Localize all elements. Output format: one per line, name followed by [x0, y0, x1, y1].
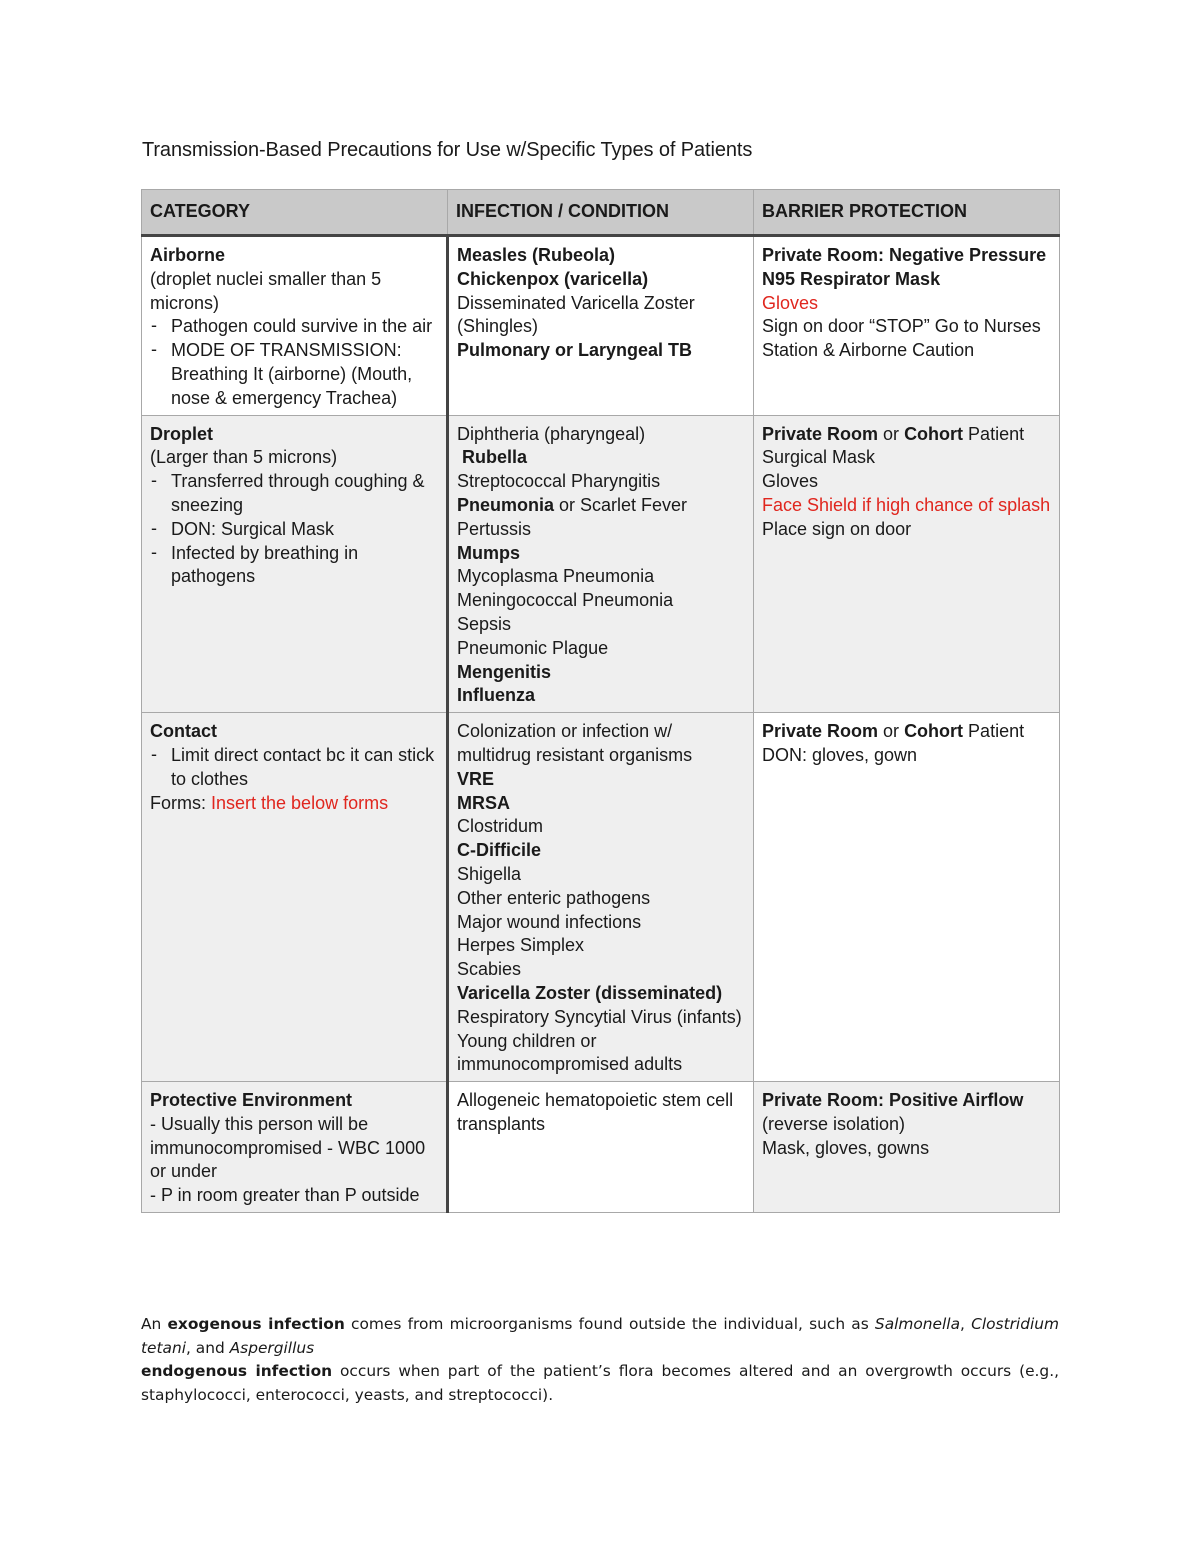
- organism-aspergillus: Aspergillus: [229, 1339, 315, 1357]
- barrier-reverse-isolation: (reverse isolation): [762, 1113, 906, 1134]
- infection-item: Influenza: [457, 685, 536, 706]
- header-barrier: BARRIER PROTECTION: [754, 190, 1060, 236]
- barrier-face-shield: Face Shield if high chance of splash: [762, 494, 1051, 515]
- airborne-infection-cell: [448, 236, 754, 416]
- contact-infection-cell: [448, 713, 754, 1082]
- infection-scarlet-fever: or Scarlet Fever: [554, 494, 688, 515]
- infection-item: Allogeneic hematopoietic stem cell transplants: [457, 1090, 734, 1134]
- airborne-category-cell: [142, 236, 448, 416]
- infection-item: Scabies: [457, 959, 522, 980]
- table-header-row: [142, 190, 1060, 236]
- infection-item: [457, 494, 745, 518]
- forms-value: Insert the below forms: [211, 792, 389, 813]
- infection-item: Meningococcal Pneumonia: [457, 590, 674, 611]
- bullet-item: - Transferred through coughing & sneezing: [150, 470, 438, 518]
- droplet-barrier-cell: [754, 415, 1060, 713]
- infection-item: Varicella Zoster (disseminated): [457, 982, 723, 1003]
- category-description: (Larger than 5 microns): [150, 447, 338, 468]
- barrier-private-room: Private Room: [762, 721, 879, 742]
- infection-item: Measles (Rubeola): [457, 245, 616, 265]
- bullet-item: - MODE OF TRANSMISSION: Breathing It (airborne) (Mouth, nose & emergency Trachea): [150, 339, 438, 410]
- barrier-room: [762, 720, 1051, 744]
- barrier-mask: N95 Respirator Mask: [762, 268, 941, 289]
- infection-item: Respiratory Syncytial Virus (infants): [457, 1006, 742, 1027]
- category-name: Protective Environment: [150, 1090, 353, 1111]
- protective-barrier-cell: [754, 1082, 1060, 1213]
- barrier-room: Private Room: Negative Pressure: [762, 245, 1047, 265]
- barrier-room: Private Room: Positive Airflow: [762, 1090, 1024, 1111]
- header-infection: INFECTION / CONDITION: [448, 190, 754, 236]
- infection-item: Clostridum: [457, 816, 544, 837]
- infection-item: Streptococcal Pharyngitis: [457, 471, 661, 492]
- barrier-sign: Place sign on door: [762, 518, 912, 539]
- exogenous-note: [141, 1312, 1059, 1360]
- infection-item: Sepsis: [457, 613, 512, 634]
- infection-item: Colonization or infection w/ multidrug resistant organisms: [457, 721, 693, 765]
- protective-infection-cell: [448, 1082, 754, 1213]
- barrier-cohort: Cohort: [904, 423, 964, 444]
- contact-forms: [150, 792, 438, 816]
- category-name: Droplet: [150, 423, 213, 444]
- protective-category-cell: [142, 1082, 448, 1213]
- barrier-sign: Sign on door “STOP” Go to Nurses Station & Airborne Caution: [762, 316, 1041, 361]
- barrier-mask: Surgical Mask: [762, 447, 876, 468]
- infection-item: C-Difficile: [457, 840, 542, 861]
- barrier-ppe: Mask, gloves, gowns: [762, 1137, 930, 1158]
- barrier-patient: Patient: [963, 423, 1025, 444]
- precautions-table: [141, 189, 1060, 1213]
- infection-item: Mycoplasma Pneumonia: [457, 566, 655, 587]
- bullet-item: - DON: Surgical Mask: [150, 518, 438, 542]
- infection-item: MRSA: [457, 792, 510, 813]
- contact-barrier-cell: [754, 713, 1060, 1082]
- infection-item: Shigella: [457, 863, 522, 884]
- barrier-or: or: [878, 721, 905, 742]
- row-protective-environment: [142, 1082, 1060, 1213]
- header-category: CATEGORY: [142, 190, 448, 236]
- barrier-don: DON: gloves, gown: [762, 744, 918, 765]
- category-bullets: [150, 470, 438, 589]
- category-bullets: [150, 744, 438, 792]
- forms-label: Forms:: [150, 792, 211, 813]
- droplet-infection-cell: [448, 415, 754, 713]
- organism-salmonella: Salmonella: [874, 1315, 961, 1333]
- bullet-item: - Pathogen could survive in the air: [150, 315, 438, 339]
- contact-category-cell: [142, 713, 448, 1082]
- infection-item: Chickenpox (varicella): [457, 268, 649, 289]
- category-note: - Usually this person will be immunocompromised - WBC 1000 or under: [150, 1113, 426, 1182]
- barrier-or: or: [878, 423, 905, 444]
- infection-item: Herpes Simplex: [457, 935, 585, 956]
- row-contact: [142, 713, 1060, 1082]
- infection-item: Major wound infections: [457, 911, 642, 932]
- infection-item: Diphtheria (pharyngeal): [457, 423, 646, 444]
- note-text: comes from microorganisms found outside the individual, such as: [344, 1315, 875, 1333]
- barrier-patient: Patient: [963, 721, 1025, 742]
- term-endogenous: endogenous infection: [141, 1362, 333, 1380]
- category-note: - P in room greater than P outside: [150, 1185, 420, 1206]
- bullet-item: - Infected by breathing in pathogens: [150, 542, 438, 590]
- infection-item: VRE: [457, 768, 495, 789]
- bullet-item: - Limit direct contact bc it can stick to clothes: [150, 744, 438, 792]
- note-text: ,: [960, 1315, 972, 1333]
- page-title: Transmission-Based Precautions for Use w/Specific Types of Patients: [142, 139, 753, 161]
- note-text: occurs when part of the patient’s flora becomes altered and an overgrowth occurs (e.g., staphylococci, enterococci, yeasts, and streptococci).: [141, 1362, 1059, 1404]
- infection-item: Pneumonic Plague: [457, 637, 609, 658]
- infection-item: Pertussis: [457, 518, 532, 539]
- infection-item: Mumps: [457, 542, 520, 563]
- category-name: Airborne: [150, 245, 226, 265]
- infection-item: Disseminated Varicella Zoster (Shingles): [457, 292, 695, 337]
- term-exogenous: exogenous infection: [167, 1315, 345, 1333]
- droplet-category-cell: [142, 415, 448, 713]
- note-text: An: [141, 1315, 168, 1333]
- note-text: , and: [186, 1339, 230, 1357]
- row-droplet: [142, 415, 1060, 713]
- barrier-private-room: Private Room: [762, 423, 879, 444]
- barrier-room: [762, 423, 1051, 447]
- endogenous-note: [141, 1359, 1059, 1407]
- barrier-cohort: Cohort: [904, 721, 964, 742]
- category-description: (droplet nuclei smaller than 5 microns): [150, 268, 382, 313]
- barrier-gloves: Gloves: [762, 292, 819, 313]
- category-name: Contact: [150, 721, 217, 742]
- infection-pneumonia: Pneumonia: [457, 494, 555, 515]
- infection-item: Other enteric pathogens: [457, 887, 651, 908]
- infection-item: Young children or immunocompromised adults: [457, 1030, 683, 1075]
- infection-item: Pulmonary or Laryngeal TB: [457, 340, 693, 361]
- infection-item: Rubella: [462, 447, 528, 468]
- barrier-gloves: Gloves: [762, 471, 819, 492]
- infection-item: Mengenitis: [457, 661, 552, 682]
- category-bullets: [150, 315, 438, 410]
- organism-clostridium: Clostridium tetani: [141, 1315, 1059, 1357]
- airborne-barrier-cell: [754, 236, 1060, 416]
- row-airborne: [142, 236, 1060, 416]
